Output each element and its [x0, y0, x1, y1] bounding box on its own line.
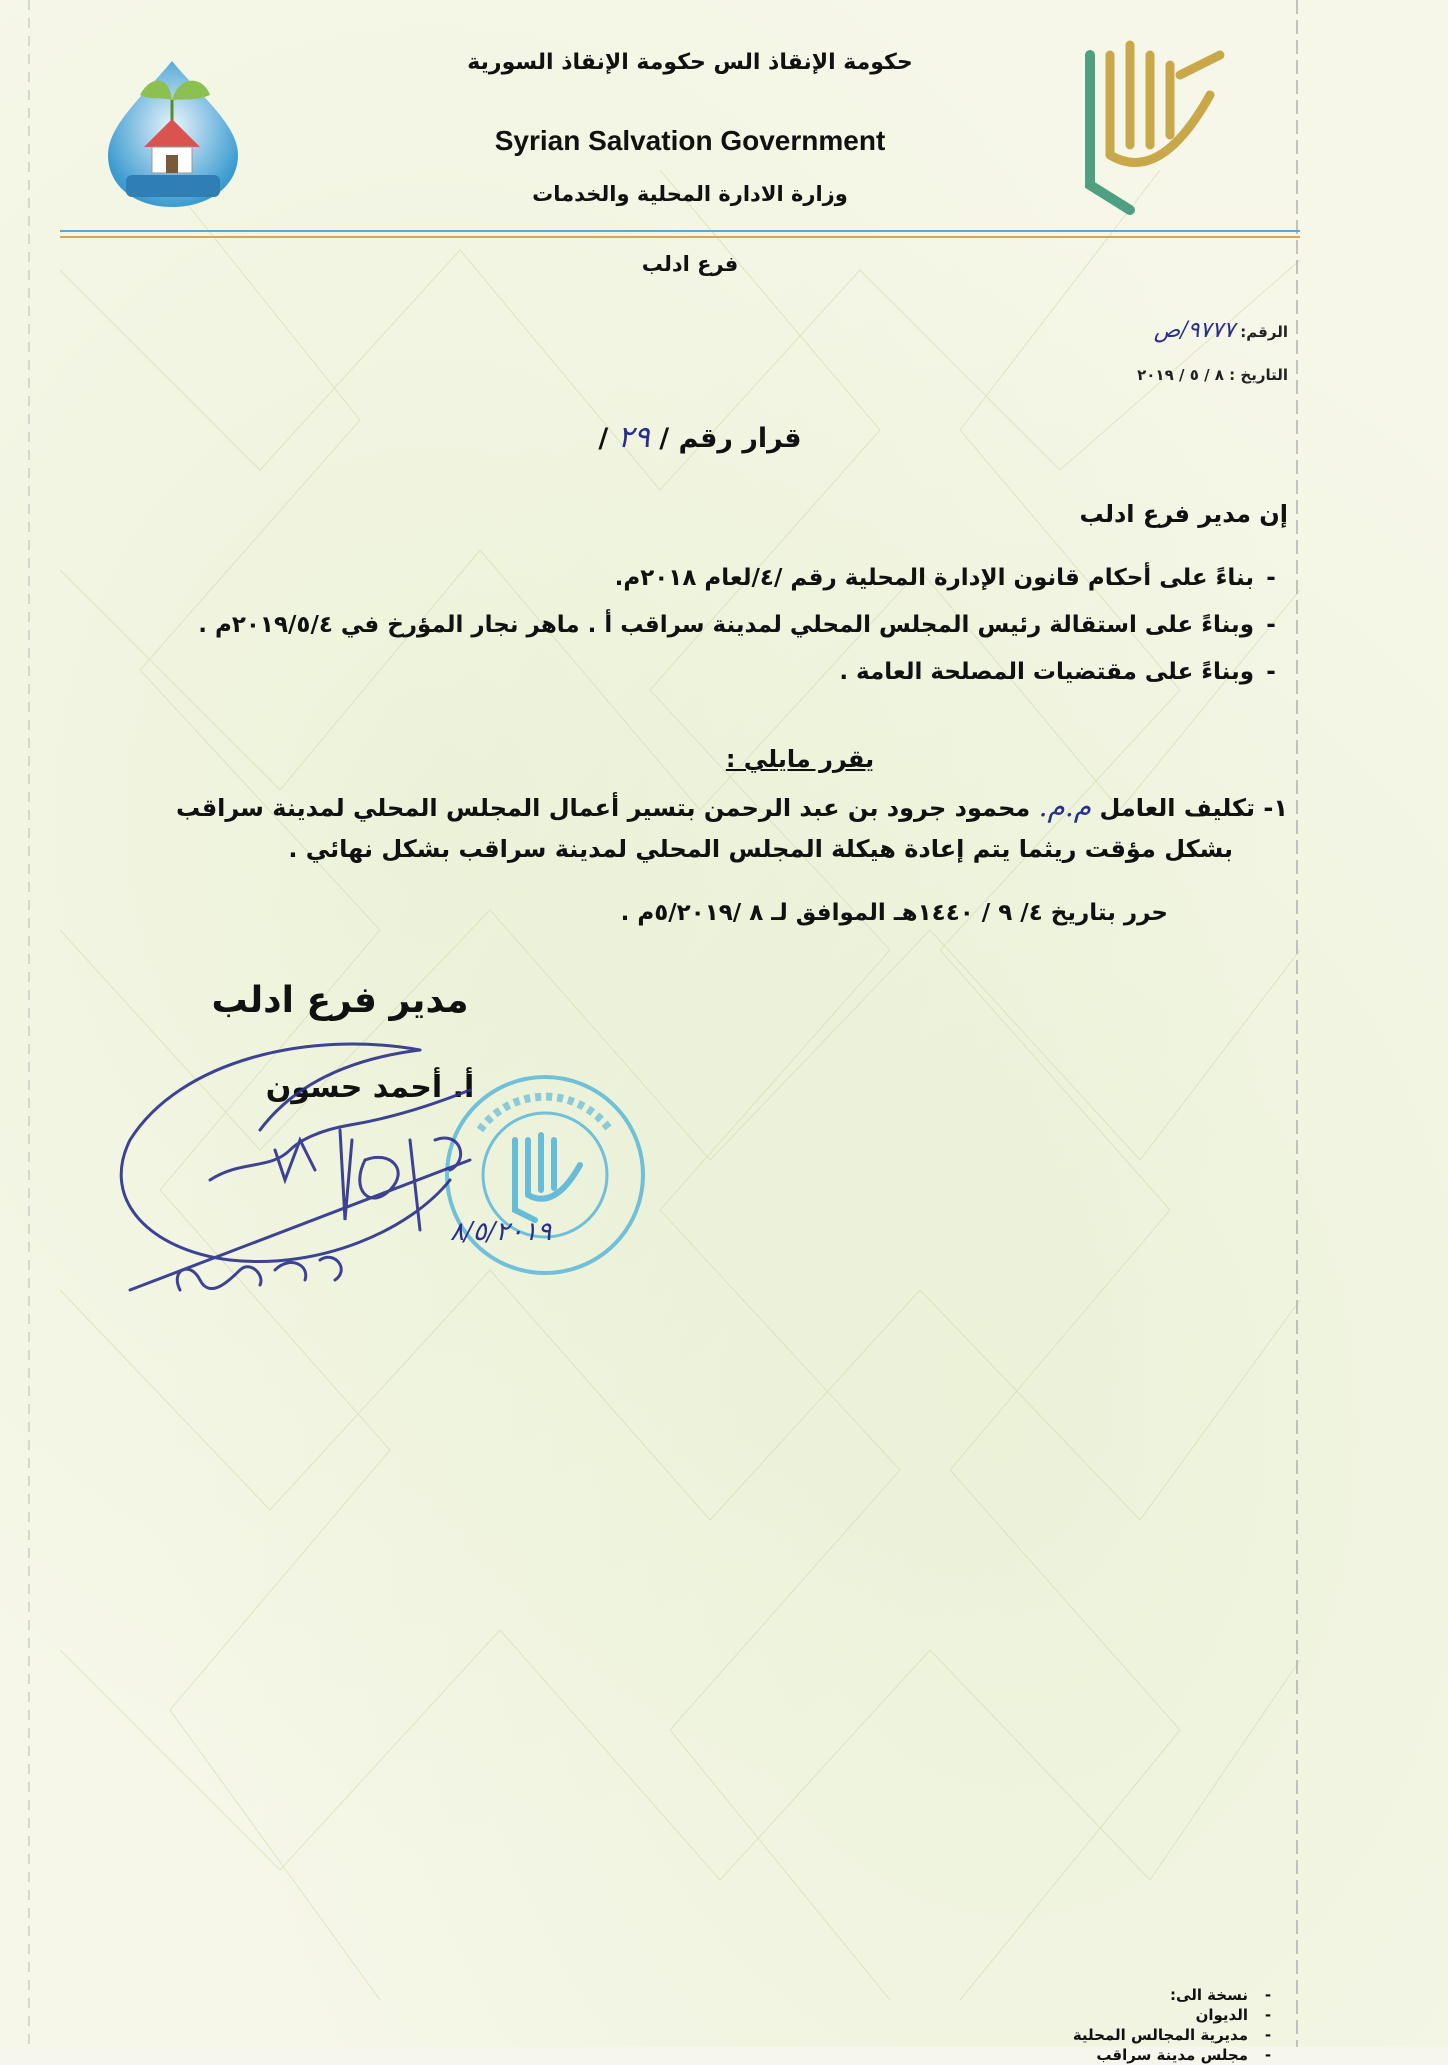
copies-title: -نسخة الى:	[1170, 1986, 1272, 2004]
scan-edge-right	[1296, 0, 1298, 2047]
copies-item: -مجلس مدينة سراقب	[1096, 2046, 1272, 2064]
decides-heading: يقرر مايلي :	[725, 745, 875, 773]
copies-list	[1073, 1985, 1288, 2065]
scan-edge-left	[28, 0, 30, 2047]
header-divider-blue	[60, 230, 1300, 232]
reference-date-label: التاريخ :	[1229, 366, 1288, 384]
reference-number-value: ٩٧٧٧/ص	[1153, 318, 1236, 343]
decision-title-prefix: قرار رقم /	[659, 423, 802, 454]
branch-title: فرع ادلب	[641, 252, 739, 276]
ministry-logo	[100, 55, 245, 210]
article-1-line-1: ١- تكليف العامل م.م. محمود جرود بن عبد الرحمن بتسير أعمال المجلس المحلي لمدينة سراقب	[176, 790, 1288, 823]
reference-date-value: ٨ / ٥ / ٢٠١٩	[1137, 366, 1224, 384]
consideration-item: -وبناءً على مقتضيات المصلحة العامة .	[839, 659, 1276, 685]
copies-item: -مديرية المجالس المحلية	[1072, 2026, 1272, 2044]
decision-title	[540, 420, 860, 455]
consideration-item: -وبناءً على استقالة رئيس المجلس المحلي لمدينة سراقب أ . ماهر نجار المؤرخ في ٢٠١٩/٥/٤م .	[198, 612, 1276, 638]
reference-number	[1154, 318, 1288, 343]
government-arabic-title: حكومة الإنقاذ الس حكومة الإنقاذ السورية	[467, 50, 913, 75]
consideration-item: -بناءً على أحكام قانون الإدارة المحلية رقم /٤/لعام ٢٠١٨م.	[614, 565, 1276, 591]
signatory-role: مدير فرع ادلب	[211, 980, 469, 1021]
syria-logo	[1070, 35, 1230, 215]
decision-title-suffix: /	[598, 423, 609, 454]
handwritten-signature	[90, 1030, 640, 1330]
ministry-title: وزارة الادارة المحلية والخدمات	[532, 182, 848, 206]
reference-date	[1137, 366, 1288, 384]
issued-date: حرر بتاريخ ٤/ ٩ / ١٤٤٠هـ الموافق لـ ٨ /٥/٢٠١٩م .	[620, 900, 1168, 926]
handwritten-date: ٨/٥/٢٠١٩	[450, 1217, 552, 1247]
header-divider-orange	[60, 236, 1300, 238]
decision-intro: إن مدير فرع ادلب	[1079, 500, 1288, 528]
article-1-line-2: بشكل مؤقت ريثما يتم إعادة هيكلة المجلس المحلي لمدينة سراقب بشكل نهائي .	[288, 835, 1233, 863]
signatory-name: أ. أحمد حسون	[265, 1070, 475, 1105]
handwritten-title: م.م.	[1038, 790, 1092, 823]
copies-item: -الديوان	[1195, 2006, 1272, 2024]
government-english-title: Syrian Salvation Government	[494, 125, 886, 156]
reference-number-label: الرقم:	[1240, 323, 1288, 341]
decision-number: ٢٩	[617, 420, 650, 455]
